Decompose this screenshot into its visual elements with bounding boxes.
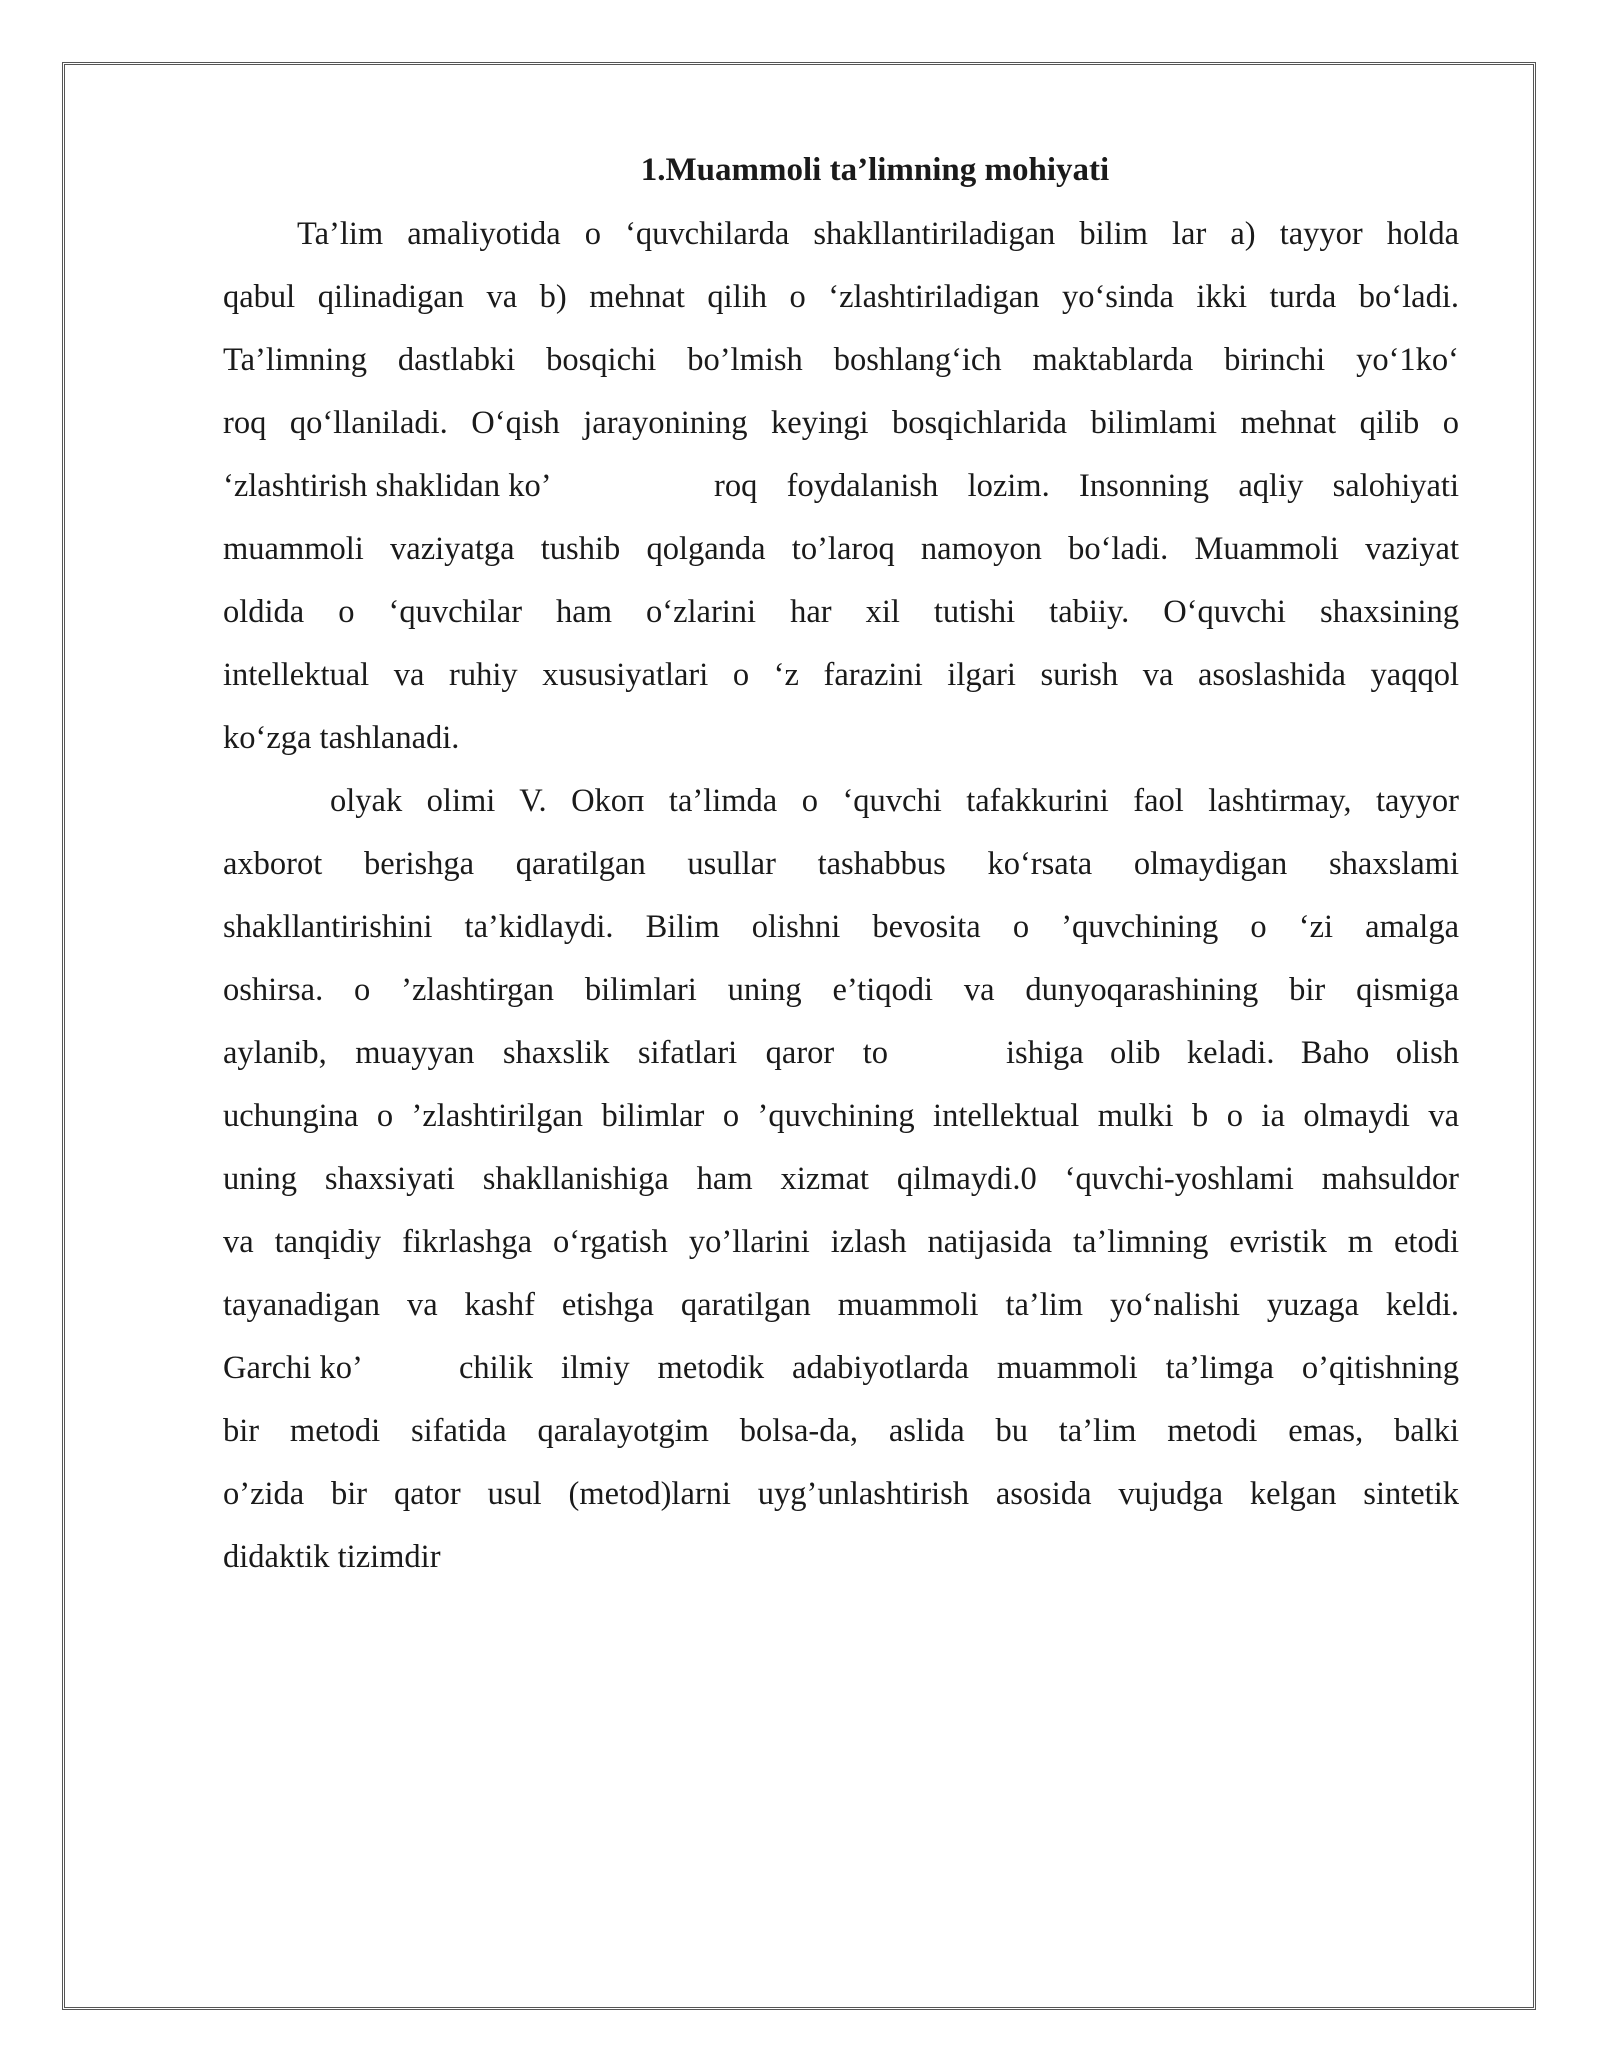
text-line: aylanib, muayyan shaxslik sifatlari qaror to [223,1035,888,1071]
text-line: oldida o ‘quvchilar ham o‘zlarini har xil tutishi tabiiy. O‘quvchi shaxsining [223,594,1459,630]
document-title: 1.Muammoli ta’limning mohiyati [640,152,1110,188]
text-line: axborot berishga qaratilgan usullar tashabbus ko‘rsata olmaydigan shaxslami [223,846,1459,882]
text-line: Ta’lim amaliyotida o ‘quvchilarda shakllantiriladigan bilim lar a) tayyor holda [297,216,1459,252]
text-line: Garchi ko’ [223,1350,363,1386]
text-line: ko‘zga tashlanadi. [223,720,460,756]
text-line: ishiga olib keladi. Baho olish [1006,1035,1459,1071]
text-line: roq qo‘llaniladi. O‘qish jarayonining keyingi bosqichlarida bilimlami mehnat qilib o [223,405,1459,441]
text-line: va tanqidiy fikrlashga o‘rgatish yo’llarini izlash natijasida ta’limning evristik m etodi [223,1224,1459,1260]
text-line: oshirsa. o ’zlashtirgan bilimlari uning e’tiqodi va dunyoqarashining bir qismiga [223,972,1459,1008]
text-line: roq foydalanish lozim. Insonning aqliy salohiyati [714,468,1459,504]
text-line: didaktik tizimdir [223,1539,441,1575]
text-line: qabul qilinadigan va b) mehnat qilih o ‘zlashtiriladigan yo‘sinda ikki turda bo‘ladi. [223,279,1459,315]
text-line: uning shaxsiyati shakllanishiga ham xizmat qilmaydi.0 ‘quvchi-yoshlami mahsuldor [223,1161,1459,1197]
text-line: olyak olimi V. Оkоп ta’limda o ‘quvchi tafakkurini faol lashtirmay, tayyor [330,783,1459,819]
text-line: chilik ilmiy metodik adabiyotlarda muammoli ta’limga o’qitishning [459,1350,1459,1386]
text-line: muammoli vaziyatga tushib qolganda to’laroq namoyon bo‘ladi. Muammoli vaziyat [223,531,1459,567]
text-line: shakllantirishini ta’kidlaydi. Bilim olishni bevosita o ’quvchining o ‘zi amalga [223,909,1459,945]
text-line: uchungina o ’zlashtirilgan bilimlar o ’quvchining intellektual mulki b o ia olmaydi va [223,1098,1459,1134]
text-line: tayanadigan va kashf etishga qaratilgan muammoli ta’lim yo‘nalishi yuzaga keldi. [223,1287,1459,1323]
text-line: o’zida bir qator usul (metod)larni uyg’unlashtirish asosida vujudga kelgan sintetik [223,1476,1459,1512]
text-line: intellektual va ruhiy xususiyatlari o ‘z farazini ilgari surish va asoslashida yaqqol [223,657,1459,693]
text-line: ‘zlashtirish shaklidan ko’ [223,468,552,504]
text-line: bir metodi sifatida qaralayotgim bolsa-da, aslida bu ta’lim metodi emas, balki [223,1413,1459,1449]
text-line: Ta’limning dastlabki bosqichi bo’lmish boshlang‘ich maktablarda birinchi yo‘1ko‘ [223,342,1459,378]
